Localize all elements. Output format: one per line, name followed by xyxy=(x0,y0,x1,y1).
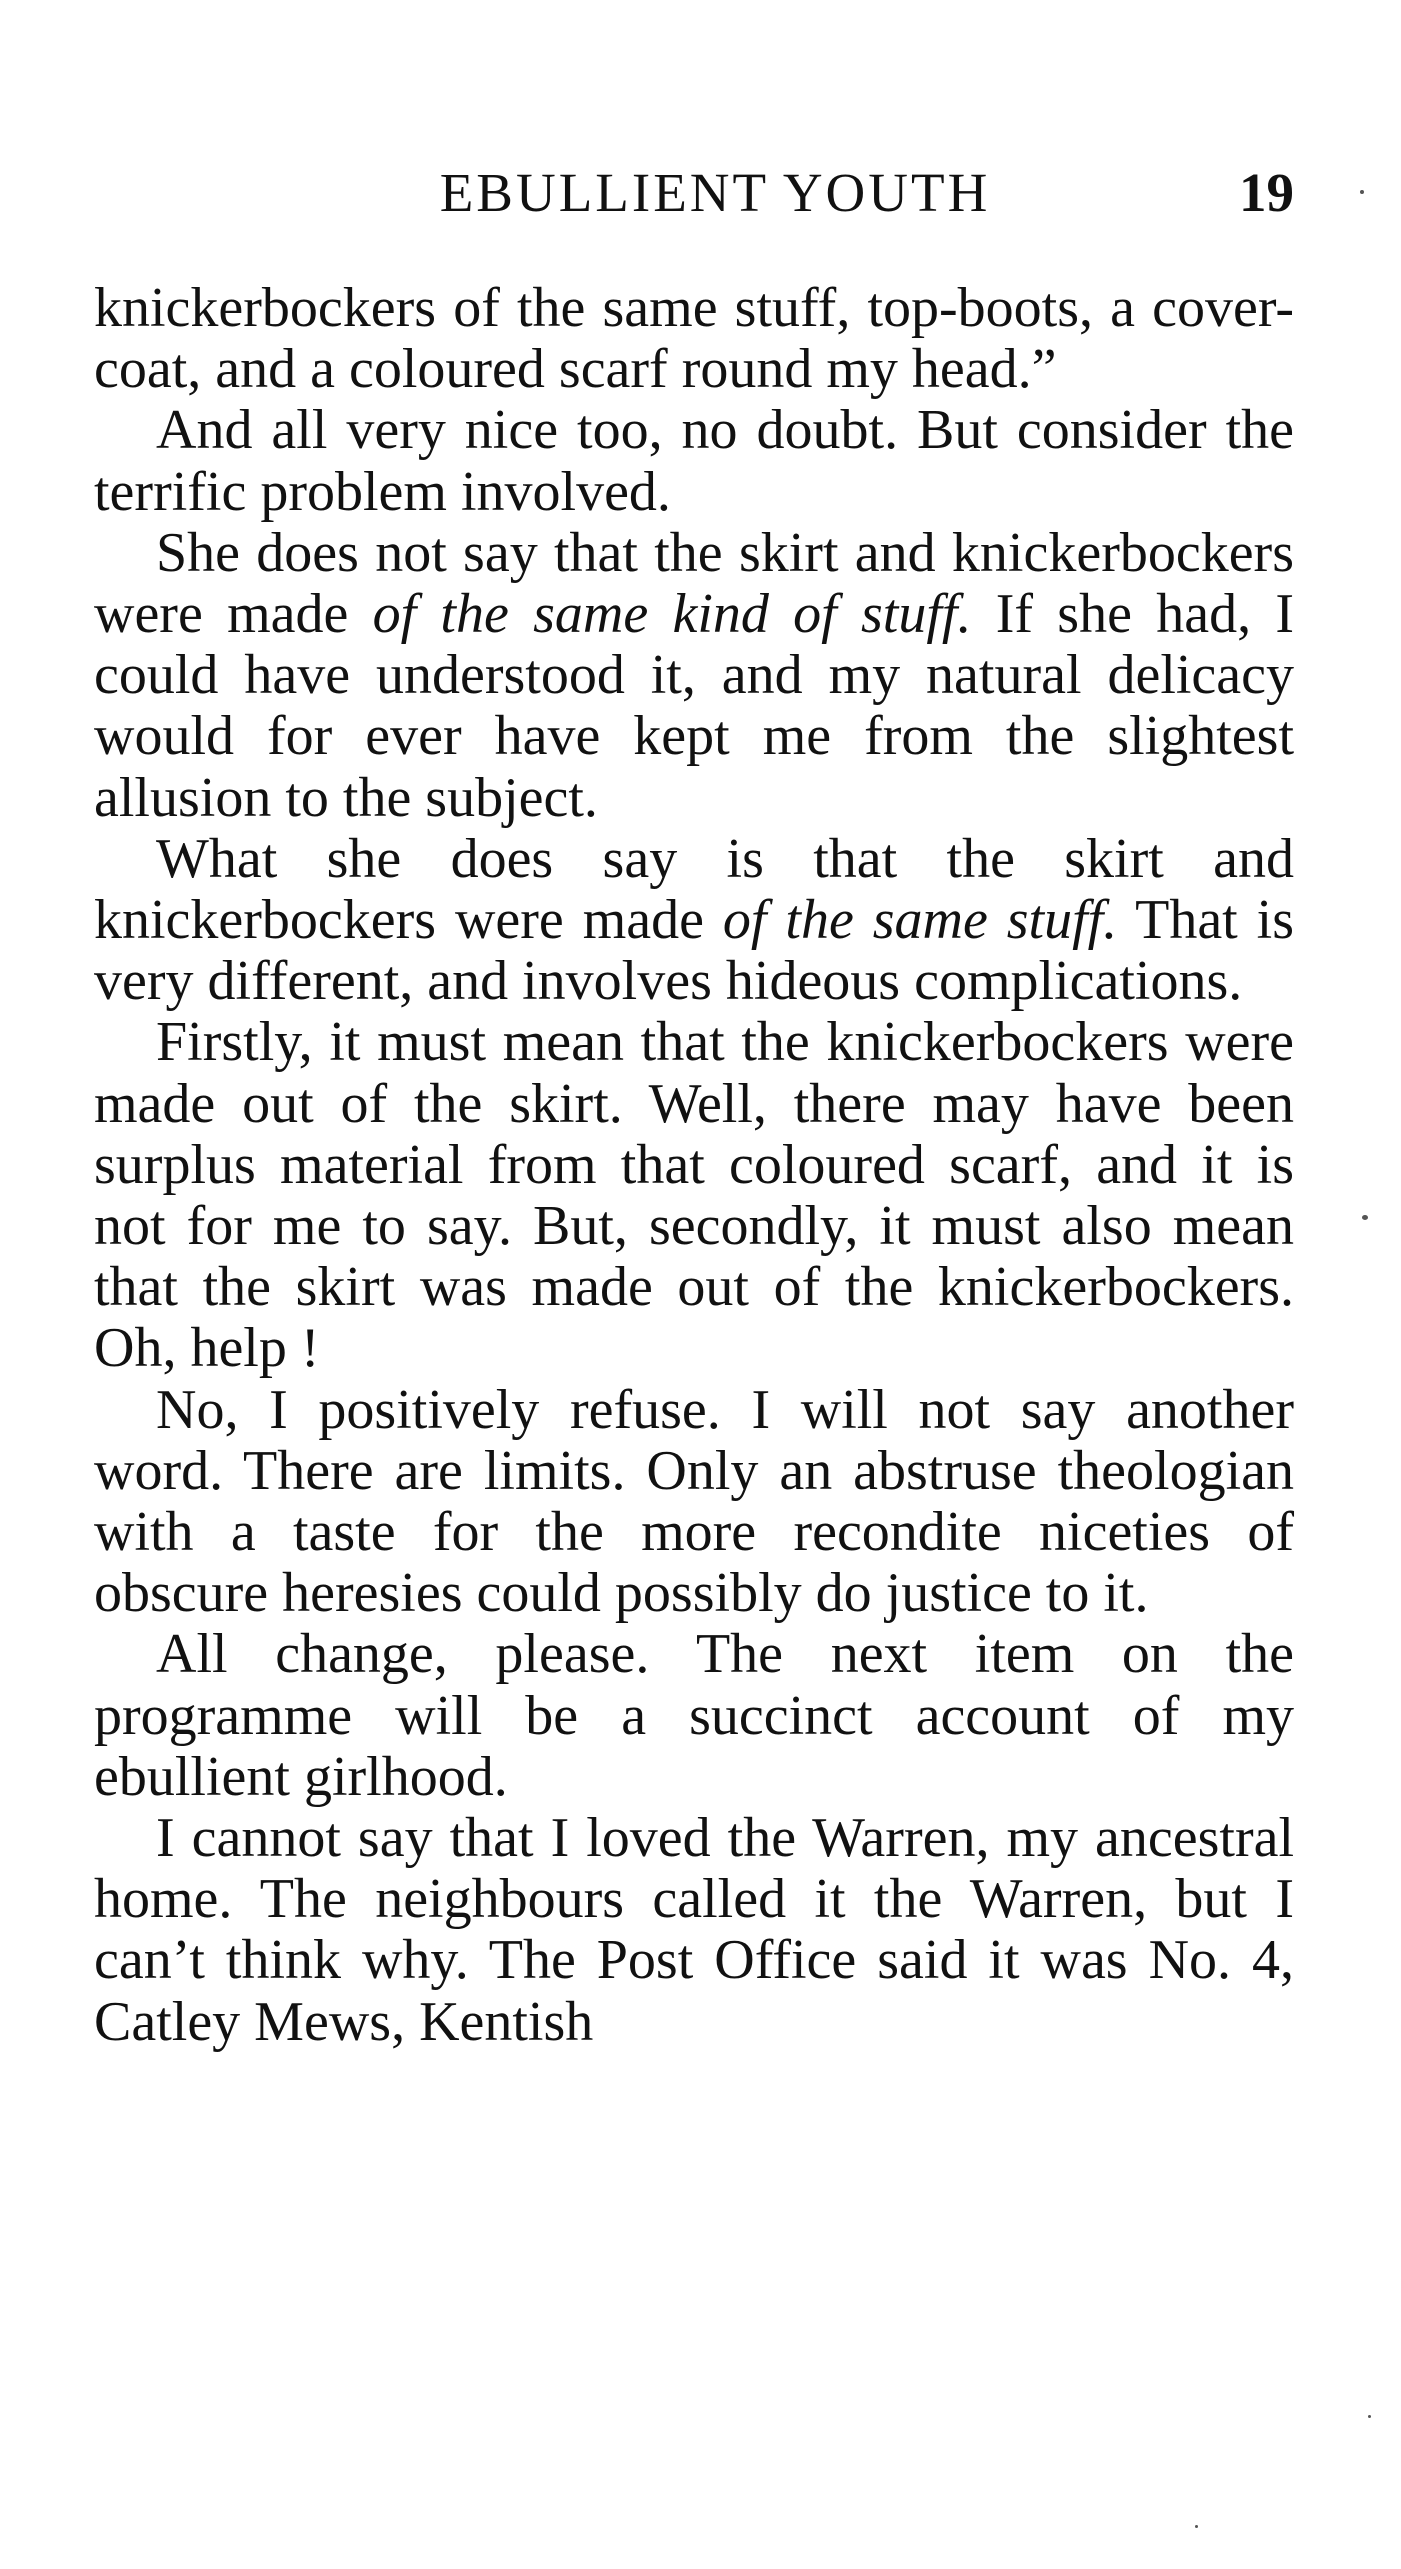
scan-speck xyxy=(1368,2415,1371,2418)
paragraph-3-text-a: She does not say that the skirt and knickerbockers were made xyxy=(94,521,1294,646)
paragraph-6: No, I positively refuse. I will not say another word. There are limits. Only an abstruse theologian with a taste for the more recondite niceties of obscure heresies could possibly do justice to it. xyxy=(94,1378,1294,1625)
paragraph-3-text-b: If she had, I could have understood it, and my natural delicacy would for ever have kept me from the slightest allusion to the subject. xyxy=(94,583,1294,829)
scan-speck xyxy=(1362,1215,1368,1220)
page-number: 19 xyxy=(1239,162,1294,223)
paragraph-4-text-b: That is very different, and involves hideous complications. xyxy=(94,889,1295,1013)
paragraph-3 xyxy=(94,523,1294,829)
running-title: EBULLIENT YOUTH xyxy=(439,162,991,223)
paragraph-8: I cannot say that I loved the Warren, my ancestral home. The neighbours called it the Warren, but I can’t think why. The Post Office said it was No. 4, Catley Mews, Kentish xyxy=(94,1807,1294,2053)
paragraph-4 xyxy=(94,829,1294,1013)
paragraph-1: knickerbockers of the same stuff, top-boots, a cover-coat, and a coloured scarf round my head.” xyxy=(94,277,1294,401)
paragraph-5: Firstly, it must mean that the knickerbockers were made out of the skirt. Well, there may have been surplus material from that coloured scarf, and it is not for me to say. But, secondly, it must also mean that the skirt was made out of the knickerbockers. Oh, help ! xyxy=(94,1011,1294,1380)
paragraph-4-text-a: What she does say is that the skirt and knickerbockers were made xyxy=(94,827,1294,952)
paragraph-2: And all very nice too, no doubt. But consider the terrific problem involved. xyxy=(94,399,1294,523)
paragraph-3-emphasis: of the same kind of stuff. xyxy=(372,583,972,646)
scan-speck xyxy=(1360,190,1364,194)
page-body xyxy=(94,278,1294,2053)
scan-speck xyxy=(1195,2525,1198,2528)
paragraph-7: All change, please. The next item on the programme will be a succinct account of my ebullient girlhood. xyxy=(94,1623,1294,1808)
paragraph-4-emphasis: of the same stuff. xyxy=(722,889,1118,952)
page-header xyxy=(96,158,1294,228)
